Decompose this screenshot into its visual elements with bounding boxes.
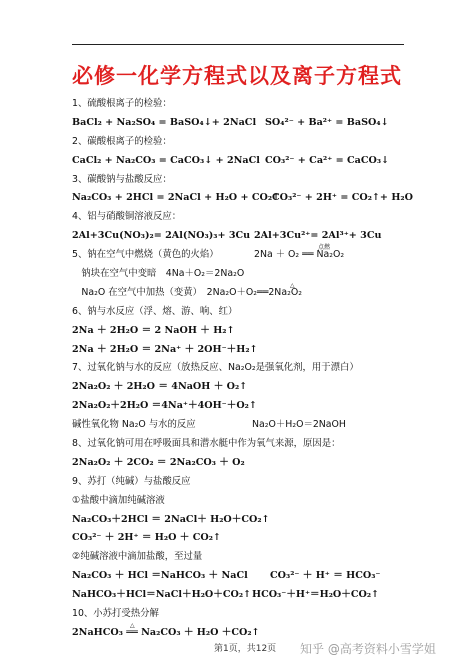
line-left-text: 碱性氧化物 Na₂O 与水的反应 bbox=[72, 419, 196, 431]
equation-line bbox=[72, 567, 417, 586]
line-left-text: Na₂CO₃ + 2HCl = 2NaCl + H₂O + CO₂↑ bbox=[72, 192, 281, 204]
section-heading bbox=[72, 95, 417, 114]
section-heading bbox=[72, 265, 417, 284]
line-left-text: 3、碳酸钠与盐酸反应： bbox=[72, 173, 172, 185]
section-heading bbox=[72, 208, 417, 227]
section-heading bbox=[72, 473, 417, 492]
section-heading bbox=[72, 281, 417, 303]
equation-line bbox=[72, 397, 417, 416]
section-heading bbox=[72, 303, 417, 322]
top-rule bbox=[72, 44, 404, 45]
section-heading bbox=[72, 246, 417, 265]
line-left-text: BaCl₂ + Na₂SO₄ = BaSO₄↓+ 2NaCl bbox=[72, 116, 257, 128]
watermark: 知乎 @高考资料小雪学姐 bbox=[300, 642, 436, 656]
section-heading bbox=[72, 548, 417, 567]
equation-line bbox=[72, 189, 417, 208]
document-body bbox=[72, 95, 417, 643]
section-heading bbox=[72, 435, 417, 454]
line-left-text: 2Na₂O₂ ＋ 2CO₂ ＝ 2Na₂CO₃ ＋ O₂ bbox=[72, 456, 245, 468]
line-left-text: Na₂CO₃ ＋ HCl ＝NaHCO₃ ＋ NaCl bbox=[72, 570, 248, 582]
line-right-text: CO₃²⁻ ＋ H⁺ ＝ HCO₃⁻ bbox=[270, 570, 381, 582]
equation-line bbox=[72, 529, 417, 548]
equation-line bbox=[72, 341, 417, 360]
line-left-text: 2Al+3Cu(NO₃)₂= 2Al(NO₃)₃+ 3Cu bbox=[72, 230, 251, 242]
line-left-text: 钠块在空气中变暗 4Na＋O₂＝2Na₂O bbox=[72, 268, 245, 280]
page-title: 必修一化学方程式以及离子方程式 bbox=[72, 64, 402, 88]
line-left-text: ①盐酸中滴加纯碱溶液 bbox=[72, 494, 165, 506]
section-heading bbox=[72, 605, 417, 624]
line-right-text: Na₂O＋H₂O＝2NaOH bbox=[252, 419, 346, 431]
equation-line bbox=[72, 114, 417, 133]
section-heading bbox=[72, 492, 417, 511]
line-left-text: Na₂CO₃＋2HCl ＝ 2NaCl＋ H₂O＋CO₂↑ bbox=[72, 513, 270, 525]
line-left-text: CO₃²⁻ ＋ 2H⁺ ＝ H₂O ＋ CO₂↑ bbox=[72, 532, 221, 544]
line-left-text: CaCl₂ + Na₂CO₃ = CaCO₃↓ + 2NaCl bbox=[72, 154, 260, 166]
equation-line bbox=[72, 454, 417, 473]
reaction-condition-label: △ bbox=[290, 281, 295, 289]
page-footer: 第1页，共12页 bbox=[214, 644, 277, 654]
line-left-text: 2NaHCO₃ ══ Na₂CO₃ ＋ H₂O ＋CO₂↑ bbox=[72, 626, 260, 638]
line-right-text: 2Al+3Cu²⁺= 2Al³⁺+ 3Cu bbox=[254, 230, 382, 242]
line-left-text: ②纯碱溶液中滴加盐酸，至过量 bbox=[72, 551, 203, 563]
line-right-text: 2Na ＋ O₂ ══ Na₂O₂ bbox=[254, 249, 345, 261]
line-left-text: 2Na ＋ 2H₂O ＝ 2 NaOH ＋ H₂↑ bbox=[72, 324, 235, 336]
line-right-text: HCO₃⁻＋H⁺＝H₂O＋CO₂↑ bbox=[252, 589, 380, 601]
line-left-text: 10、小苏打受热分解 bbox=[72, 608, 159, 620]
line-left-text: NaHCO₃＋HCl＝NaCl＋H₂O＋CO₂↑ bbox=[72, 589, 252, 601]
line-right-text: SO₄²⁻ + Ba²⁺ = BaSO₄↓ bbox=[265, 116, 389, 128]
section-heading bbox=[72, 359, 417, 378]
line-left-text: 7、过氧化钠与水的反应（放热反应、Na₂O₂是强氧化剂，用于漂白） bbox=[72, 362, 359, 374]
equation-line bbox=[72, 511, 417, 530]
line-left-text: 2Na₂O₂＋2H₂O ＝4Na⁺＋4OH⁻＋O₂↑ bbox=[72, 400, 257, 412]
line-left-text: 6、钠与水反应（浮、熔、游、响、红） bbox=[72, 305, 238, 317]
section-heading bbox=[72, 133, 417, 152]
line-left-text: 9、苏打（纯碱）与盐酸反应 bbox=[72, 475, 191, 487]
equation-line bbox=[72, 227, 417, 246]
equation-line bbox=[72, 322, 417, 341]
line-right-text: CO₃²⁻ + Ca²⁺ = CaCO₃↓ bbox=[265, 154, 390, 166]
line-left-text: Na₂O 在空气中加热（变黄） 2Na₂O＋O₂══2Na₂O₂ bbox=[72, 286, 302, 298]
reaction-condition-label: △ bbox=[130, 621, 135, 629]
equation-line bbox=[72, 378, 417, 397]
section-heading bbox=[72, 171, 417, 190]
line-left-text: 2Na ＋ 2H₂O ＝ 2Na⁺ ＋ 2OH⁻＋H₂↑ bbox=[72, 343, 258, 355]
line-left-text: 2、碳酸根离子的检验： bbox=[72, 135, 172, 147]
line-left-text: 4、铝与硝酸铜溶液反应： bbox=[72, 211, 182, 223]
line-left-text: 2Na₂O₂ ＋ 2H₂O ＝ 4NaOH ＋ O₂↑ bbox=[72, 381, 248, 393]
equation-line bbox=[72, 152, 417, 171]
section-heading bbox=[72, 416, 417, 435]
line-left-text: 8、过氧化钠可用在呼吸面具和潜水艇中作为氧气来源，原因是： bbox=[72, 438, 341, 450]
line-right-text: CO₃²⁻ + 2H⁺ = CO₂↑+ H₂O bbox=[272, 192, 413, 204]
line-left-text: 5、钠在空气中燃烧（黄色的火焰） bbox=[72, 249, 219, 261]
reaction-condition-label: 点燃 bbox=[318, 244, 331, 252]
line-left-text: 1、硫酸根离子的检验： bbox=[72, 98, 172, 109]
equation-line bbox=[72, 586, 417, 605]
